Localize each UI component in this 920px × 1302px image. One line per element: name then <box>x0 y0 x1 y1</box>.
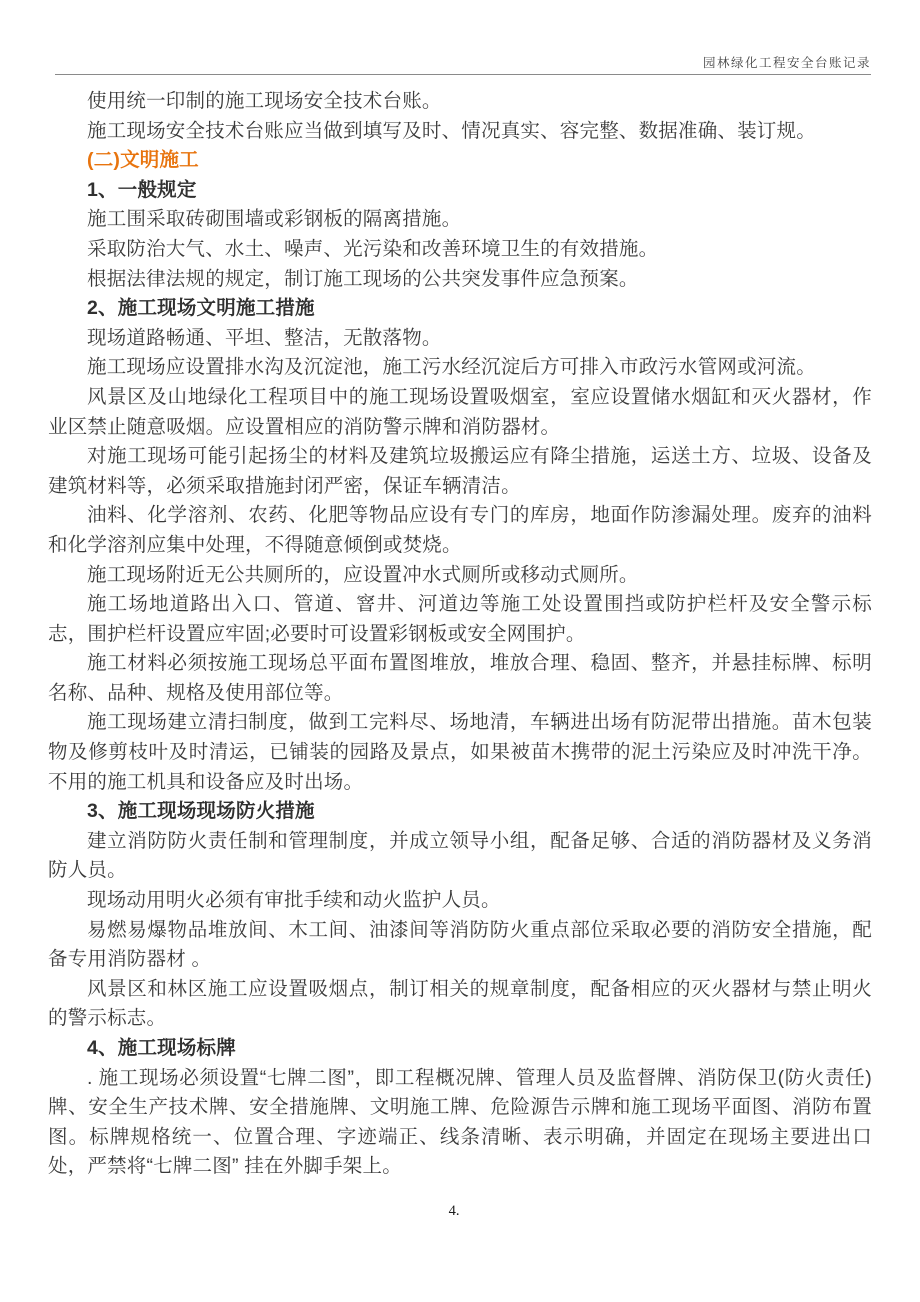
subsection-heading: 1、一般规定 <box>87 178 197 201</box>
paragraph: 施工现场建立清扫制度，做到工完料尽、场地清，车辆进出场有防泥带出措施。苗木包装物及修剪枝叶及时清运，已铺装的园路及景点，如果被苗木携带的泥土污染应及时冲洗干净。不用的施工机具和设备应及时出场。 <box>48 711 872 793</box>
paragraph: 现场道路畅通、平坦、整洁，无散落物。 <box>87 326 442 349</box>
subsection-heading: 3、施工现场现场防火措施 <box>87 800 315 823</box>
paragraph: 使用统一印制的施工现场安全技术台账。 <box>87 90 442 112</box>
paragraph: 建立消防防火责任制和管理制度，并成立领导小组，配备足够、合适的消防器材及义务消防人员。 <box>48 829 872 882</box>
paragraph: 施工现场附近无公共厕所的，应设置冲水式厕所或移动式厕所。 <box>87 563 639 586</box>
paragraph: 采取防治大气、水土、噪声、光污染和改善环境卫生的有效措施。 <box>87 237 659 260</box>
paragraph: 根据法律法规的规定，制订施工现场的公共突发事件应急预案。 <box>87 267 639 290</box>
paragraph: 对施工现场可能引起扬尘的材料及建筑垃圾搬运应有降尘措施，运送土方、垃圾、设备及建筑材料等，必须采取措施封闭严密，保证车辆清洁。 <box>48 445 872 497</box>
paragraph: 风景区和林区施工应设置吸烟点，制订相关的规章制度，配备相应的灭火器材与禁止明火的警示标志。 <box>48 977 872 1030</box>
paragraph: . 施工现场必须设置“七牌二图”，即工程概况牌、管理人员及监督牌、消防保卫(防火责任)牌、安全生产技术牌、安全措施牌、文明施工牌、危险源告示牌和施工现场平面图、消防布置图。标牌规格统一、位置合理、字迹端正、线条清晰、表示明确，并固定在现场主要进出口处，严禁将“七牌二图” 挂在外脚手架上。 <box>48 1066 872 1178</box>
page-footer <box>0 1203 908 1220</box>
section-heading-orange: (二)文明施工 <box>87 149 199 172</box>
page-number: 4. <box>448 1203 460 1219</box>
paragraph: 易燃易爆物品堆放间、木工间、油漆间等消防防火重点部位采取必要的消防安全措施，配备专用消防器材 。 <box>48 918 872 971</box>
subsection-heading: 2、施工现场文明施工措施 <box>87 297 315 320</box>
document-body <box>48 83 872 1182</box>
subsection-heading: 4、施工现场标牌 <box>87 1037 236 1059</box>
paragraph: 施工现场应设置排水沟及沉淀池，施工污水经沉淀后方可排入市政污水管网或河流。 <box>87 356 816 379</box>
paragraph: 施工围采取砖砌围墙或彩钢板的隔离措施。 <box>87 208 462 231</box>
header-title: 园林绿化工程安全台账记录 <box>702 56 871 70</box>
paragraph: 施工现场安全技术台账应当做到填写及时、情况真实、容完整、数据准确、装订规。 <box>87 119 816 142</box>
paragraph: 油料、化学溶剂、农药、化肥等物品应设有专门的库房，地面作防渗漏处理。废弃的油料和化学溶剂应集中处理，不得随意倾倒或焚烧。 <box>48 504 872 556</box>
paragraph: 现场动用明火必须有审批手续和动火监护人员。 <box>87 889 501 912</box>
paragraph: 施工场地道路出入口、管道、窨井、河道边等施工处设置围挡或防护栏杆及安全警示标志，围护栏杆设置应牢固;必要时可设置彩钢板或安全网围护。 <box>48 593 872 645</box>
page-header <box>55 0 871 75</box>
paragraph: 风景区及山地绿化工程项目中的施工现场设置吸烟室，室应设置储水烟缸和灭火器材，作业区禁止随意吸烟。应设置相应的消防警示牌和消防器材。 <box>48 385 872 438</box>
paragraph: 施工材料必须按施工现场总平面布置图堆放，堆放合理、稳固、整齐，并悬挂标牌、标明名称、品种、规格及使用部位等。 <box>48 652 872 704</box>
